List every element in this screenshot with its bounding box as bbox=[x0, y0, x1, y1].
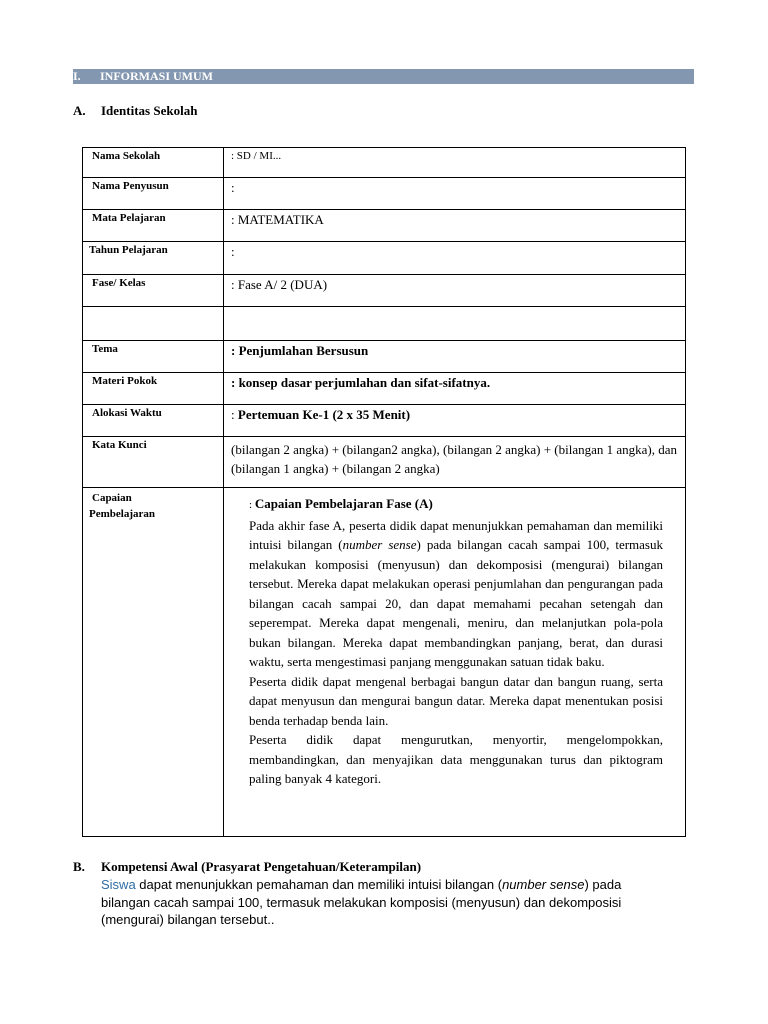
section-number: I. bbox=[73, 69, 81, 83]
siswa-word: Siswa bbox=[101, 877, 136, 892]
heading-prefix: : bbox=[249, 499, 255, 511]
value-fase-kelas: : Fase A/ 2 (DUA) bbox=[224, 275, 686, 307]
label-alokasi-waktu: Alokasi Waktu bbox=[83, 405, 224, 437]
identitas-table bbox=[82, 147, 686, 837]
label-materi-pokok: Materi Pokok bbox=[83, 373, 224, 405]
capaian-paragraph-2: Peserta didik dapat mengenal berbagai bangun datar dan bangun ruang, serta dapat menyusun dan mengurai bangun datar. Mereka dapat menentukan posisi benda terhadap benda lain. bbox=[249, 673, 663, 728]
table-row bbox=[83, 405, 686, 437]
section-header-informasi-umum bbox=[73, 69, 694, 84]
label-empty bbox=[83, 307, 224, 341]
label-kata-kunci: Kata Kunci bbox=[83, 437, 224, 488]
table-row bbox=[83, 178, 686, 210]
section-title: INFORMASI UMUM bbox=[100, 69, 213, 83]
table-row bbox=[83, 275, 686, 307]
label-nama-sekolah: Nama Sekolah bbox=[83, 148, 224, 178]
value-nama-penyusun: : bbox=[224, 178, 686, 210]
value-capaian-pembelajaran bbox=[224, 488, 686, 837]
label-line: Pembelajaran bbox=[89, 508, 155, 520]
label-mata-pelajaran: Mata Pelajaran bbox=[83, 210, 224, 242]
table-row bbox=[83, 341, 686, 373]
kompetensi-text: dapat menunjukkan pemahaman dan memiliki intuisi bilangan ( bbox=[135, 877, 503, 892]
table-row bbox=[83, 488, 686, 837]
value-empty bbox=[224, 307, 686, 341]
paragraph-text: Pada akhir fase A, peserta didik dapat menunjukkan pemahaman dan memiliki intuisi bilangan ( bbox=[249, 517, 663, 552]
value-nama-sekolah: : SD / MI... bbox=[224, 148, 686, 178]
label-line: Capaian bbox=[92, 492, 132, 504]
table-row bbox=[83, 148, 686, 178]
value-materi-pokok: : konsep dasar perjumlahan dan sifat-sifatnya. bbox=[224, 373, 686, 405]
subsection-number: B. bbox=[73, 859, 85, 874]
paragraph-emphasis: number sense bbox=[342, 537, 417, 552]
table-row bbox=[83, 373, 686, 405]
label-tahun-pelajaran: Tahun Pelajaran bbox=[83, 242, 224, 275]
table-row bbox=[83, 437, 686, 488]
subsection-title: Identitas Sekolah bbox=[101, 103, 198, 118]
table-row-empty bbox=[83, 307, 686, 341]
title-paren: (Prasyarat Pengetahuan/Keterampilan) bbox=[197, 859, 422, 874]
value-tahun-pelajaran: : bbox=[224, 242, 686, 275]
subsection-title bbox=[101, 859, 421, 875]
value-alokasi-text: Pertemuan Ke-1 (2 x 35 Menit) bbox=[237, 407, 411, 422]
label-tema: Tema bbox=[83, 341, 224, 373]
table-row bbox=[83, 242, 686, 275]
heading-text: Capaian Pembelajaran Fase (A) bbox=[254, 496, 433, 511]
table-row bbox=[83, 210, 686, 242]
kompetensi-text: ) pada bilangan cacah sampai 100, termasuk melakukan komposisi (menyusun) dan dekomposisi (mengurai) bilangan tersebut.. bbox=[101, 877, 622, 927]
value-prefix: : bbox=[231, 407, 238, 422]
value-mata-pelajaran: : MATEMATIKA bbox=[224, 210, 686, 242]
paragraph-text: ) pada bilangan cacah sampai 100, termasuk melakukan komposisi (menyusun) dan dekomposisi (mengurai) bilangan tersebut. Mereka dapat melakukan operasi penjumlahan dan pengurangan pada bilangan cacah sampai 20, dan dapat memahami pecahan setengah dan seperempat. Mereka dapat mengenali, meniru, dan melanjutkan pola-pola bukan bilangan. Mereka dapat membandingkan panjang, berat, dan durasi waktu, serta mengestimasi panjang menggunakan satuan tidak baku. bbox=[249, 537, 663, 669]
value-alokasi-waktu bbox=[224, 405, 686, 437]
subsection-number: A. bbox=[73, 103, 86, 118]
kompetensi-awal-text bbox=[101, 876, 671, 929]
label-capaian-pembelajaran bbox=[83, 488, 224, 837]
kompetensi-emphasis: number sense bbox=[502, 877, 585, 892]
label-nama-penyusun: Nama Penyusun bbox=[83, 178, 224, 210]
capaian-heading bbox=[249, 494, 663, 516]
title-text: Kompetensi Awal bbox=[101, 859, 198, 874]
capaian-paragraph-3: Peserta didik dapat mengurutkan, menyortir, mengelompokkan, membandingkan, dan menyajikan data menggunakan turus dan piktogram paling banyak 4 kategori. bbox=[249, 732, 663, 786]
capaian-paragraph-1 bbox=[249, 516, 663, 672]
label-fase-kelas: Fase/ Kelas bbox=[83, 275, 224, 307]
value-kata-kunci: (bilangan 2 angka) + (bilangan2 angka), (bilangan 2 angka) + (bilangan 1 angka), dan (bilangan 1 angka) + (bilangan 2 angka) bbox=[224, 437, 686, 488]
value-tema: : Penjumlahan Bersusun bbox=[224, 341, 686, 373]
